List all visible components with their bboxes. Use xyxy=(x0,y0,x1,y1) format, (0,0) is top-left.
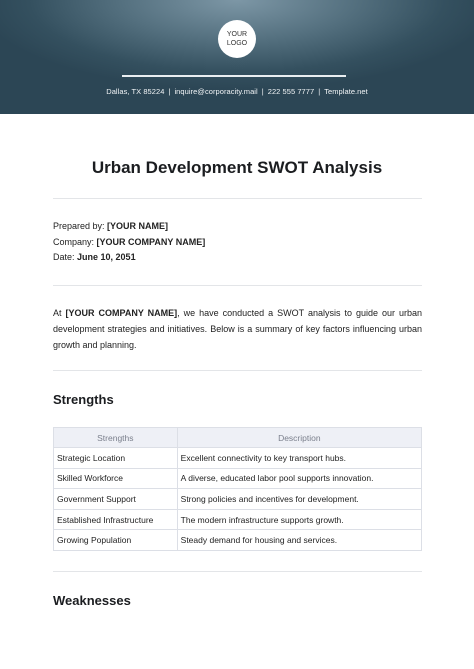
table-row xyxy=(54,509,422,530)
company-label: Company: xyxy=(53,237,95,247)
date-value: June 10, 2051 xyxy=(77,252,136,262)
description-cell: A diverse, educated labor pool supports innovation. xyxy=(177,468,421,489)
weaknesses-heading: Weaknesses xyxy=(53,593,131,608)
strengths-table xyxy=(53,427,422,551)
logo-text-line1: YOUR xyxy=(226,31,248,38)
contact-separator: | xyxy=(261,87,264,96)
table-row xyxy=(54,468,422,489)
contact-website[interactable]: Template.net xyxy=(324,87,368,96)
title-divider xyxy=(53,198,422,199)
date-label: Date: xyxy=(53,252,75,262)
strength-cell: Skilled Workforce xyxy=(54,468,178,489)
contact-phone: 222 555 7777 xyxy=(267,87,315,96)
table-header-row xyxy=(54,428,422,448)
strength-cell: Government Support xyxy=(54,489,178,510)
intro-text: , we have conducted a SWOT analysis to guide our urban development strategies and initiatives. Below is a summary of key factors influencing urban growth and planning. xyxy=(53,308,423,350)
logo-text-line2: LOGO xyxy=(226,40,248,47)
company-value: [YOUR COMPANY NAME] xyxy=(96,237,206,247)
document-title: Urban Development SWOT Analysis xyxy=(91,158,383,177)
strengths-heading: Strengths xyxy=(53,392,114,407)
company-logo xyxy=(218,20,256,58)
header-banner xyxy=(0,0,474,114)
prepared-by-line xyxy=(53,221,168,231)
contact-email[interactable]: inquire@corporacity.mail xyxy=(174,87,258,96)
contact-line xyxy=(0,87,474,96)
column-header-strengths: Strengths xyxy=(54,428,178,448)
table-row xyxy=(54,530,422,551)
company-line xyxy=(53,237,205,247)
description-cell: The modern infrastructure supports growth. xyxy=(177,509,421,530)
contact-separator: | xyxy=(168,87,171,96)
column-header-description: Description xyxy=(177,428,421,448)
intro-prefix: At xyxy=(53,308,66,318)
date-line xyxy=(53,252,136,262)
description-cell: Steady demand for housing and services. xyxy=(177,530,421,551)
strength-cell: Growing Population xyxy=(54,530,178,551)
strength-cell: Established Infrastructure xyxy=(54,509,178,530)
contact-separator: | xyxy=(318,87,321,96)
table-row xyxy=(54,489,422,510)
intro-company: [YOUR COMPANY NAME] xyxy=(65,308,178,318)
meta-divider xyxy=(53,285,422,286)
prepared-by-value: [YOUR NAME] xyxy=(107,221,169,231)
description-cell: Strong policies and incentives for development. xyxy=(177,489,421,510)
description-cell: Excellent connectivity to key transport hubs. xyxy=(177,448,421,469)
table-row xyxy=(54,448,422,469)
strengths-divider xyxy=(53,571,422,572)
intro-divider xyxy=(53,370,422,371)
prepared-by-label: Prepared by: xyxy=(53,221,105,231)
header-divider xyxy=(122,75,346,77)
strength-cell: Strategic Location xyxy=(54,448,178,469)
intro-paragraph xyxy=(53,305,422,353)
contact-address: Dallas, TX 85224 xyxy=(106,87,165,96)
